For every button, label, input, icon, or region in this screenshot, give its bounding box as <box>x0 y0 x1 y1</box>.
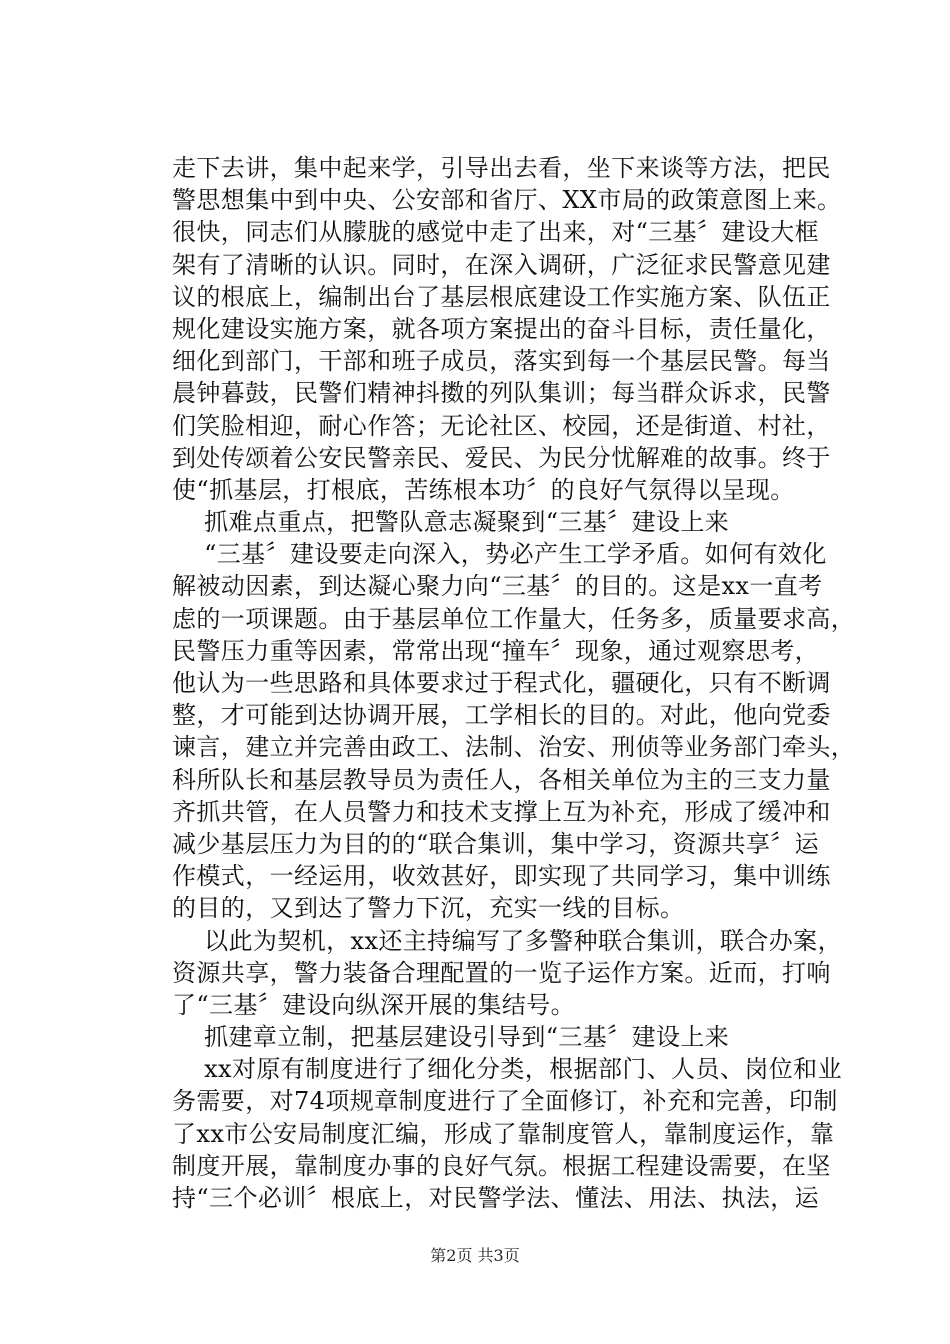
text-line: 到处传颂着公安民警亲民、爱民、为民分忧解难的故事。终于 <box>172 443 831 472</box>
text-line: xx对原有制度进行了细化分类，根据部门、人员、岗位和业 <box>172 1055 842 1084</box>
text-line: “三基〞建设要走向深入，势必产生工学矛盾。如何有效化 <box>172 540 827 569</box>
text-line: 科所队长和基层教导员为责任人，各相关单位为主的三支力量 <box>172 765 831 794</box>
text-line: 作模式，一经运用，收效甚好，即实现了共同学习，集中训练 <box>172 862 831 891</box>
section-heading: 抓建章立制，把基层建设引导到“三基〞建设上来 <box>172 1023 730 1052</box>
text-line: 们笑脸相迎，耐心作答；无论社区、校园，还是街道、村社， <box>172 411 831 440</box>
text-line: 规化建设实施方案，就各项方案提出的奋斗目标，责任量化， <box>172 314 831 343</box>
text-line: 解被动因素，到达凝心聚力向“三基〞的目的。这是xx一直考 <box>172 572 823 601</box>
page-number-label: 第2页 共3页 <box>430 1246 520 1265</box>
text-line: 议的根底上，编制出台了基层根底建设工作实施方案、队伍正 <box>172 282 831 311</box>
text-line: 务需要，对74项规章制度进行了全面修订，补充和完善，印制 <box>172 1087 838 1116</box>
text-line: 走下去讲，集中起来学，引导出去看，坐下来谈等方法，把民 <box>172 154 831 182</box>
text-line: 持“三个必训〞根底上，对民警学法、懂法、用法、执法，运 <box>172 1184 820 1212</box>
text-line: 架有了清晰的认识。同时，在深入调研，广泛征求民警意见建 <box>172 250 831 279</box>
text-line: 很快，同志们从朦胧的感觉中走了出来，对“三基〞建设大框 <box>172 218 820 247</box>
text-line: 晨钟暮鼓，民警们精神抖擞的列队集训；每当群众诉求，民警 <box>172 379 831 408</box>
document-body <box>172 152 856 1214</box>
text-line: 制度开展，靠制度办事的良好气氛。根据工程建设需要，在坚 <box>172 1151 831 1180</box>
page-footer <box>0 1243 950 1266</box>
text-line: 齐抓共管，在人员警力和技术支撑上互为补充，形成了缓冲和 <box>172 797 831 826</box>
text-line: 的目的，又到达了警力下沉，充实一线的目标。 <box>172 894 685 923</box>
text-line: 谏言，建立并完善由政工、法制、治安、刑侦等业务部门牵头， <box>172 733 856 762</box>
text-line: 资源共享，警力装备合理配置的一览子运作方案。近而，打响 <box>172 958 831 987</box>
text-line: 整，才可能到达协调开展，工学相长的目的。对此，他向党委 <box>172 701 831 730</box>
text-line: 使“抓基层，打根底，苦练根本功〞的良好气氛得以呈现。 <box>172 475 795 504</box>
text-line: 以此为契机，xx还主持编写了多警种联合集训，联合办案， <box>172 926 842 955</box>
text-line: 了“三基〞建设向纵深开展的集结号。 <box>172 990 576 1019</box>
section-heading: 抓难点重点，把警队意志凝聚到“三基〞建设上来 <box>172 508 730 537</box>
text-line: 虑的一项课题。由于基层单位工作量大，任务多，质量要求高， <box>172 604 856 633</box>
text-line: 警思想集中到中央、公安部和省厅、XX市局的政策意图上来。 <box>172 186 842 215</box>
text-line: 了xx市公安局制度汇编，形成了靠制度管人，靠制度运作，靠 <box>172 1119 835 1148</box>
text-line: 他认为一些思路和具体要求过于程式化，疆硬化，只有不断调 <box>172 669 831 697</box>
text-line: 民警压力重等因素，常常出现“撞车〞现象，通过观察思考， <box>172 636 820 665</box>
text-line: 细化到部门，干部和班子成员，落实到每一个基层民警。每当 <box>172 347 831 376</box>
text-line: 减少基层压力为目的的“联合集训，集中学习，资源共享〞运 <box>172 829 820 858</box>
